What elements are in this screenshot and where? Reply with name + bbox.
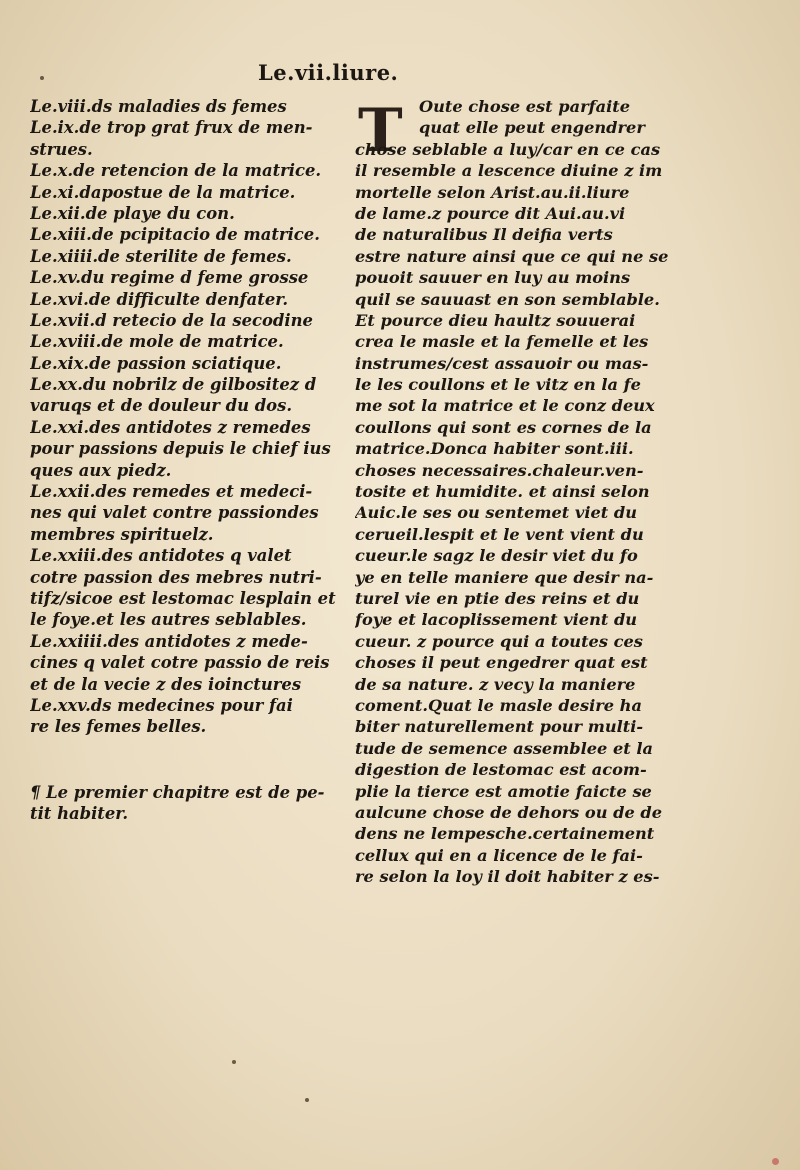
toc-line: Le.xiii.de pcipitacio de matrice. [30, 225, 320, 245]
text-line: de sa nature. z vecy la maniere [355, 674, 636, 694]
toc-line: ques aux piedz. [30, 460, 172, 480]
toc-line: Le.xxv.ds medecines pour fai [30, 695, 293, 715]
text-line: tude de semence assemblee et la [355, 738, 654, 758]
text-line: il resemble a lescence diuine z im [355, 161, 663, 181]
toc-line: Le.xv.du regime d feme grosse [30, 268, 309, 288]
text-line: cueur.le sagz le desir viet du fo [355, 546, 638, 566]
text-line: de naturalibus Il deifia verts [355, 225, 613, 245]
right-column-text [355, 96, 685, 887]
toc-line: Le.xiiii.de sterilite de femes. [30, 246, 292, 266]
text-line: coment.Quat le masle desire ha [355, 695, 642, 715]
text-line: Et pource dieu haultz souuerai [355, 310, 636, 330]
toc-line: membres spirituelz. [30, 524, 214, 544]
left-column-table-of-contents [30, 96, 348, 825]
toc-line: et de la vecie z des ioinctures [30, 674, 302, 694]
text-line: pouoit sauuer en luy au moins [355, 268, 631, 288]
toc-line: Le.xxiiii.des antidotes z mede- [30, 631, 308, 651]
text-line: chose seblable a luy/car en ce cas [355, 139, 661, 159]
text-line: estre nature ainsi que ce qui ne se [355, 246, 669, 266]
text-line: mortelle selon Arist.au.ii.liure [355, 182, 630, 202]
text-line: digestion de lestomac est acom- [355, 760, 647, 780]
text-line: turel vie en ptie des reins et du [355, 588, 640, 608]
toc-line: Le.x.de retencion de la matrice. [30, 161, 322, 181]
text-line: dens ne lempesche.certainement [355, 824, 655, 844]
text-line: aulcune chose de dehors ou de de [355, 802, 662, 822]
toc-line: tifz/sicoe est lestomac lesplain et [30, 588, 336, 608]
toc-line: tit habiter. [30, 804, 129, 824]
toc-line: strues. [30, 139, 93, 159]
toc-line: Le.xxii.des remedes et medeci- [30, 482, 313, 502]
ink-speck [305, 1098, 309, 1102]
text-line: Auic.le ses ou sentemet viet du [355, 503, 637, 523]
toc-line: varuqs et de douleur du dos. [30, 396, 293, 416]
toc-line: ¶ Le premier chapitre est de pe- [30, 782, 325, 802]
text-line: coullons qui sont es cornes de la [355, 417, 652, 437]
toc-line: Le.xii.de playe du con. [30, 203, 235, 223]
toc-line: cines q valet cotre passio de reis [30, 653, 330, 673]
text-line: matrice.Donca habiter sont.iii. [355, 439, 634, 459]
toc-line: Le.xvii.d retecio de la secodine [30, 310, 313, 330]
toc-line: Le.viii.ds maladies ds femes [30, 97, 287, 116]
text-line: Oute chose est parfaite [419, 97, 630, 116]
text-line: me sot la matrice et le conz deux [355, 396, 655, 416]
text-line: cellux qui en a licence de le fai- [355, 845, 643, 865]
text-line: plie la tierce est amotie faicte se [355, 781, 652, 801]
text-line: le les coullons et le vitz en la fe [355, 375, 641, 395]
toc-line [30, 738, 348, 760]
toc-line: re les femes belles. [30, 717, 207, 737]
toc-line: Le.xxi.des antidotes z remedes [30, 417, 311, 437]
text-line: de lame.z pource dit Aui.au.vi [355, 203, 626, 223]
text-line: cueur. z pource qui a toutes ces [355, 631, 643, 651]
toc-line: pour passions depuis le chief ius [30, 439, 331, 459]
toc-line: le foye.et les autres seblables. [30, 610, 307, 630]
ink-speck [232, 1060, 236, 1064]
text-line: quil se sauuast en son semblable. [355, 289, 660, 309]
toc-line: nes qui valet contre passiondes [30, 503, 319, 523]
text-line: choses il peut engedrer quat est [355, 653, 648, 673]
toc-line: Le.xviii.de mole de matrice. [30, 332, 284, 352]
text-line: instrumes/cest assauoir ou mas- [355, 353, 649, 373]
toc-line: Le.ix.de trop grat frux de men- [30, 118, 313, 138]
running-header: Le.vii.liure. [258, 60, 399, 85]
toc-line: Le.xi.dapostue de la matrice. [30, 182, 296, 202]
red-stain [772, 1158, 779, 1165]
text-line: re selon la loy il doit habiter z es- [355, 867, 660, 887]
text-line: quat elle peut engendrer [419, 118, 645, 138]
text-line: crea le masle et la femelle et les [355, 332, 649, 352]
ink-speck [40, 76, 44, 80]
toc-line: cotre passion des mebres nutri- [30, 567, 322, 587]
toc-line [30, 760, 348, 782]
toc-line: Le.xvi.de difficulte denfater. [30, 289, 289, 309]
text-line: foye et lacoplissement vient du [355, 610, 638, 630]
text-line: ye en telle maniere que desir na- [355, 567, 654, 587]
text-line: cerueil.lespit et le vent vient du [355, 524, 644, 544]
drop-cap-initial: T [358, 96, 403, 166]
text-line: biter naturellement pour multi- [355, 717, 644, 737]
text-line: tosite et humidite. et ainsi selon [355, 482, 650, 502]
text-line: choses necessaires.chaleur.ven- [355, 460, 644, 480]
toc-line: Le.xxiii.des antidotes q valet [30, 546, 292, 566]
toc-line: Le.xx.du nobrilz de gilbositez d [30, 375, 317, 395]
toc-line: Le.xix.de passion sciatique. [30, 353, 282, 373]
